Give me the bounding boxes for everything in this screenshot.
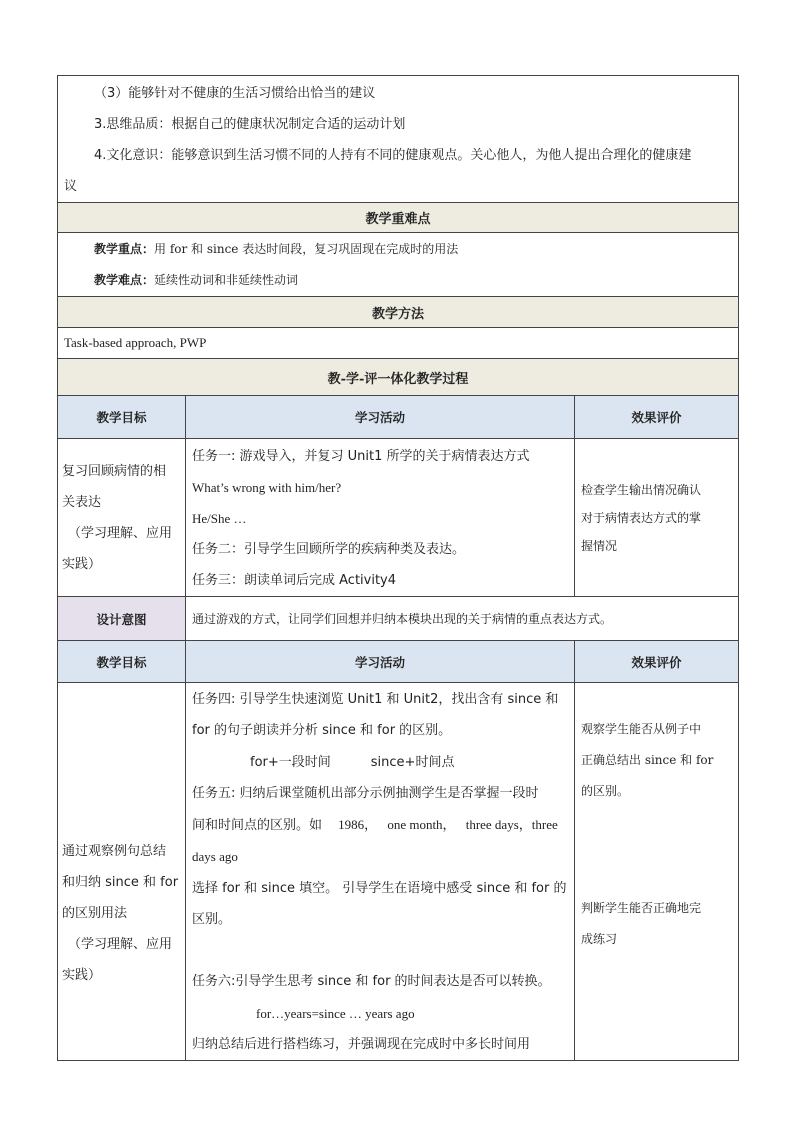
section1-evaluation [575, 439, 739, 597]
column-header-row-1 [58, 396, 739, 439]
teaching-difficulty [94, 265, 732, 296]
section2-goal-line5: 实践） [62, 968, 102, 983]
teaching-focus [94, 234, 732, 265]
question-example: What’s wrong with him/her? [192, 480, 342, 495]
teaching-difficulty-text: 延续性动词和非延续性动词 [154, 273, 299, 287]
key-points-title: 教学重难点 [58, 203, 739, 233]
formula-row-1 [192, 747, 568, 778]
design-intent-label: 设计意图 [58, 597, 186, 641]
key-points-header-row [58, 203, 739, 233]
section2-goal-line3: 的区别用法 [62, 906, 128, 921]
section1-goal-line2: 关表达 [62, 494, 102, 510]
process-title: 教-学-评一体化教学过程 [58, 359, 739, 396]
methods-row [58, 328, 739, 359]
answer-example: He/She … [192, 511, 247, 526]
teaching-focus-label: 教学重点： [94, 242, 155, 256]
formula-since-point: since+时间点 [370, 754, 455, 770]
section1-goal-line4: 实践） [62, 556, 102, 572]
objectives-row [58, 76, 739, 203]
task5-line1: 任务五: 归纳后课堂随机出部分示例抽测学生是否掌握一段时 [192, 785, 539, 801]
thinking-quality: 3.思维品质：根据自己的健康状况制定合适的运动计划 [94, 117, 406, 132]
task4-line2: for 的句子朗读并分析 since 和 for 的区别。 [192, 723, 452, 739]
task5-line3: days ago [192, 849, 238, 865]
evaluation-header-2: 效果评价 [575, 641, 739, 683]
section2-goal-line1: 通过观察例句总结 [62, 844, 167, 859]
example-1986: 1986， [338, 817, 378, 833]
formula-for-period: for+一段时间 [250, 754, 331, 770]
section1-eval-line2: 对于病情表达方式的掌 [581, 510, 702, 525]
section2-evaluation [575, 683, 739, 1061]
section1-goal-line1: 复习回顾病情的相 [62, 463, 167, 479]
example-three: three [531, 817, 558, 833]
task3: 任务三：朗读单词后完成 Activity4 [192, 573, 397, 588]
lesson-plan-table [57, 75, 739, 1061]
task1: 任务一: 游戏导入，并复习 Unit1 所学的关于病情表达方式 [192, 449, 530, 464]
evaluation-header-1: 效果评价 [575, 396, 739, 439]
task6-line2: 归纳总结后进行搭档练习，并强调现在完成时中多长时间用 [192, 1036, 531, 1052]
cultural-awareness-line2: 议 [64, 179, 78, 194]
section2-eval2-line2: 成练习 [581, 932, 618, 946]
section2-goal [58, 683, 186, 1061]
section2-row [58, 683, 739, 1061]
section2-goal-line2: 和归纳 since 和 for [62, 875, 179, 890]
task5-line5: 区别。 [192, 912, 232, 928]
section1-row [58, 439, 739, 597]
section1-eval-line1: 检查学生输出情况确认 [581, 482, 702, 497]
key-points-row [58, 233, 739, 297]
section2-eval2-line1: 判断学生能否正确地完 [581, 901, 702, 915]
task5-line2-text: 间和时间点的区别。如 [192, 818, 323, 834]
design-intent-text: 通过游戏的方式，让同学们回想并归纳本模块出现的关于病情的重点表达方式。 [186, 597, 739, 641]
methods-text: Task-based approach, PWP [58, 328, 739, 359]
objectives-cell [58, 76, 739, 203]
section2-eval1-line2: 正确总结出 since 和 for [581, 753, 714, 767]
goal-header-1: 教学目标 [58, 396, 186, 439]
objective-item-3: （3）能够针对不健康的生活习惯给出恰当的建议 [94, 86, 376, 101]
teaching-focus-text: 用 for 和 since 表达时间段，复习巩固现在完成时的用法 [154, 242, 459, 256]
section1-goal-line3: （学习理解、应用 [68, 525, 173, 541]
example-one-month: one month， [387, 817, 456, 833]
section1-goal [58, 439, 186, 597]
task2: 任务二：引导学生回顾所学的疾病种类及表达。 [192, 542, 466, 557]
section1-eval-line3: 握情况 [581, 538, 618, 553]
formula-conversion: for…years=since … years ago [256, 1005, 415, 1021]
section2-goal-line4: （学习理解、应用 [68, 937, 173, 952]
section2-eval1-line1: 观察学生能否从例子中 [581, 722, 702, 736]
methods-header-row [58, 297, 739, 328]
task4-line1: 任务四: 引导学生快速浏览 Unit1 和 Unit2，找出含有 since 和 [192, 692, 559, 707]
section2-activity [186, 683, 575, 1061]
activity-header-2: 学习活动 [186, 641, 575, 683]
section2-eval1-line3: 的区别。 [581, 784, 630, 798]
cultural-awareness-line1: 4.文化意识：能够意识到生活习惯不同的人持有不同的健康观点。关心他人，为他人提出合理化的健康建 [94, 148, 692, 163]
example-three-days: three days， [465, 817, 532, 833]
goal-header-2: 教学目标 [58, 641, 186, 683]
design-intent-row [58, 597, 739, 641]
teaching-difficulty-label: 教学难点： [94, 273, 155, 287]
task5-line4: 选择 for 和 since 填空。 引导学生在语境中感受 since 和 for 的 [192, 880, 567, 896]
activity-header-1: 学习活动 [186, 396, 575, 439]
key-points-cell [58, 233, 739, 297]
column-header-row-2 [58, 641, 739, 683]
task5-line2 [192, 809, 568, 841]
methods-title: 教学方法 [58, 297, 739, 328]
process-header-row [58, 359, 739, 396]
section1-activity [186, 439, 575, 597]
task6-line1: 任务六:引导学生思考 since 和 for 的时间表达是否可以转换。 [192, 974, 551, 990]
